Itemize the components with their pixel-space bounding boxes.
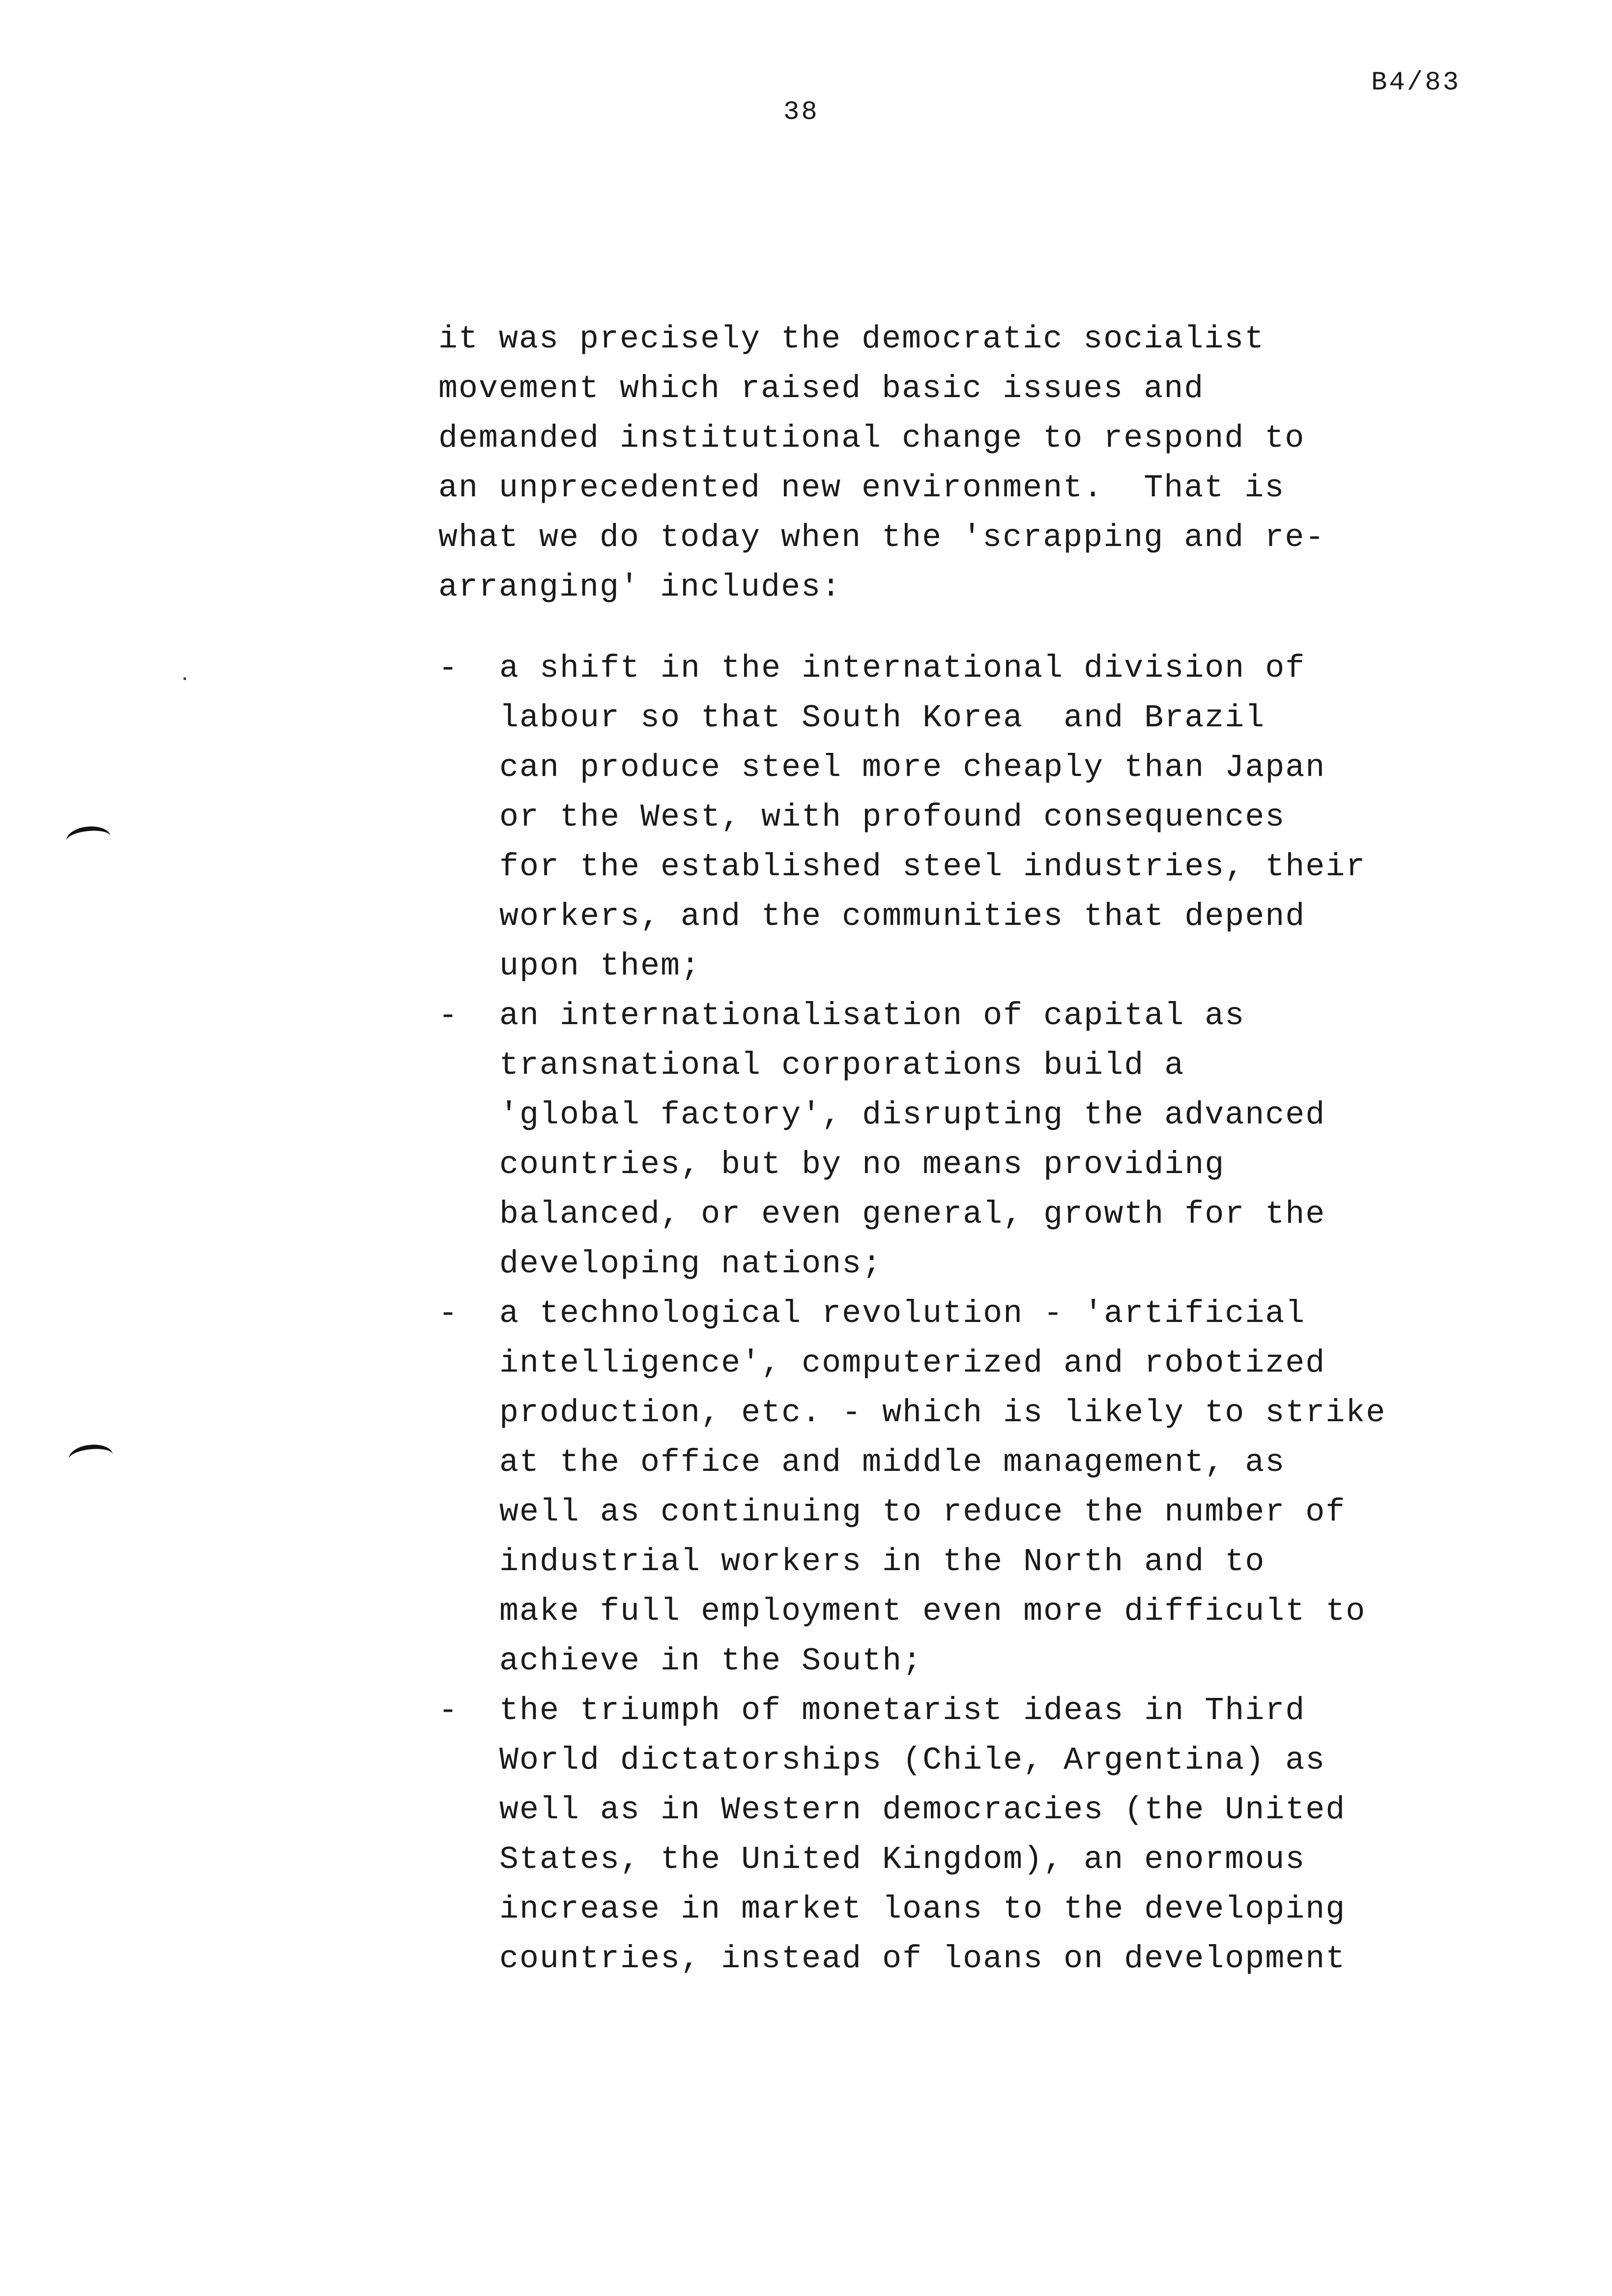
text-line: achieve in the South; xyxy=(499,1643,923,1679)
intro-paragraph xyxy=(438,315,1441,612)
text-line: for the established steel industries, their xyxy=(499,849,1366,885)
text-line: World dictatorships (Chile, Argentina) as xyxy=(499,1742,1326,1779)
bullet-list xyxy=(438,644,1441,1984)
text-line: developing nations; xyxy=(499,1246,883,1282)
list-item xyxy=(438,1289,1441,1686)
text-line: countries, instead of loans on development xyxy=(499,1941,1346,1977)
text-line: workers, and the communities that depend xyxy=(499,898,1306,935)
text-line: increase in market loans to the developing xyxy=(499,1891,1346,1927)
text-line: intelligence', computerized and robotized xyxy=(499,1345,1326,1381)
bullet-dash: - xyxy=(438,1693,459,1729)
text-line: an internationalisation of capital as xyxy=(499,998,1245,1034)
document-reference: B4/83 xyxy=(1371,68,1461,98)
text-line: an unprecedented new environment. That is xyxy=(438,470,1285,506)
text-line: 'global factory', disrupting the advanced xyxy=(499,1097,1326,1133)
text-line: labour so that South Korea and Brazil xyxy=(499,700,1266,736)
text-line: well as in Western democracies (the United xyxy=(499,1792,1346,1828)
text-line: make full employment even more difficult to xyxy=(499,1593,1366,1630)
page-number: 38 xyxy=(783,97,819,127)
bullet-dash: - xyxy=(438,1295,459,1332)
list-item xyxy=(438,644,1441,991)
scan-speck xyxy=(183,677,186,680)
punch-hole-mark-top xyxy=(65,824,112,853)
text-line: a technological revolution - 'artificial xyxy=(499,1295,1306,1332)
text-line: what we do today when the 'scrapping and re- xyxy=(438,519,1325,556)
text-line: States, the United Kingdom), an enormous xyxy=(499,1841,1306,1878)
text-line: it was precisely the democratic socialist xyxy=(438,321,1265,357)
bullet-dash: - xyxy=(438,998,459,1034)
text-line: industrial workers in the North and to xyxy=(499,1544,1266,1580)
list-item xyxy=(438,1686,1441,1984)
text-line: production, etc. - which is likely to strike xyxy=(499,1395,1386,1431)
text-line: a shift in the international division of xyxy=(499,650,1306,687)
punch-hole-mark-bottom xyxy=(68,1442,115,1471)
text-line: the triumph of monetarist ideas in Third xyxy=(499,1693,1306,1729)
text-line: or the West, with profound consequences xyxy=(499,799,1286,835)
text-line: arranging' includes: xyxy=(438,569,842,605)
list-item xyxy=(438,991,1441,1289)
bullet-dash: - xyxy=(438,650,459,687)
text-line: upon them; xyxy=(499,948,701,984)
text-line: transnational corporations build a xyxy=(499,1047,1185,1084)
text-line: balanced, or even general, growth for the xyxy=(499,1196,1326,1233)
text-line: countries, but by no means providing xyxy=(499,1147,1225,1183)
text-line: well as continuing to reduce the number of xyxy=(499,1494,1346,1530)
text-line: can produce steel more cheaply than Japan xyxy=(499,749,1326,786)
text-line: movement which raised basic issues and xyxy=(438,371,1205,407)
text-line: demanded institutional change to respond to xyxy=(438,420,1305,457)
text-line: at the office and middle management, as xyxy=(499,1444,1286,1481)
